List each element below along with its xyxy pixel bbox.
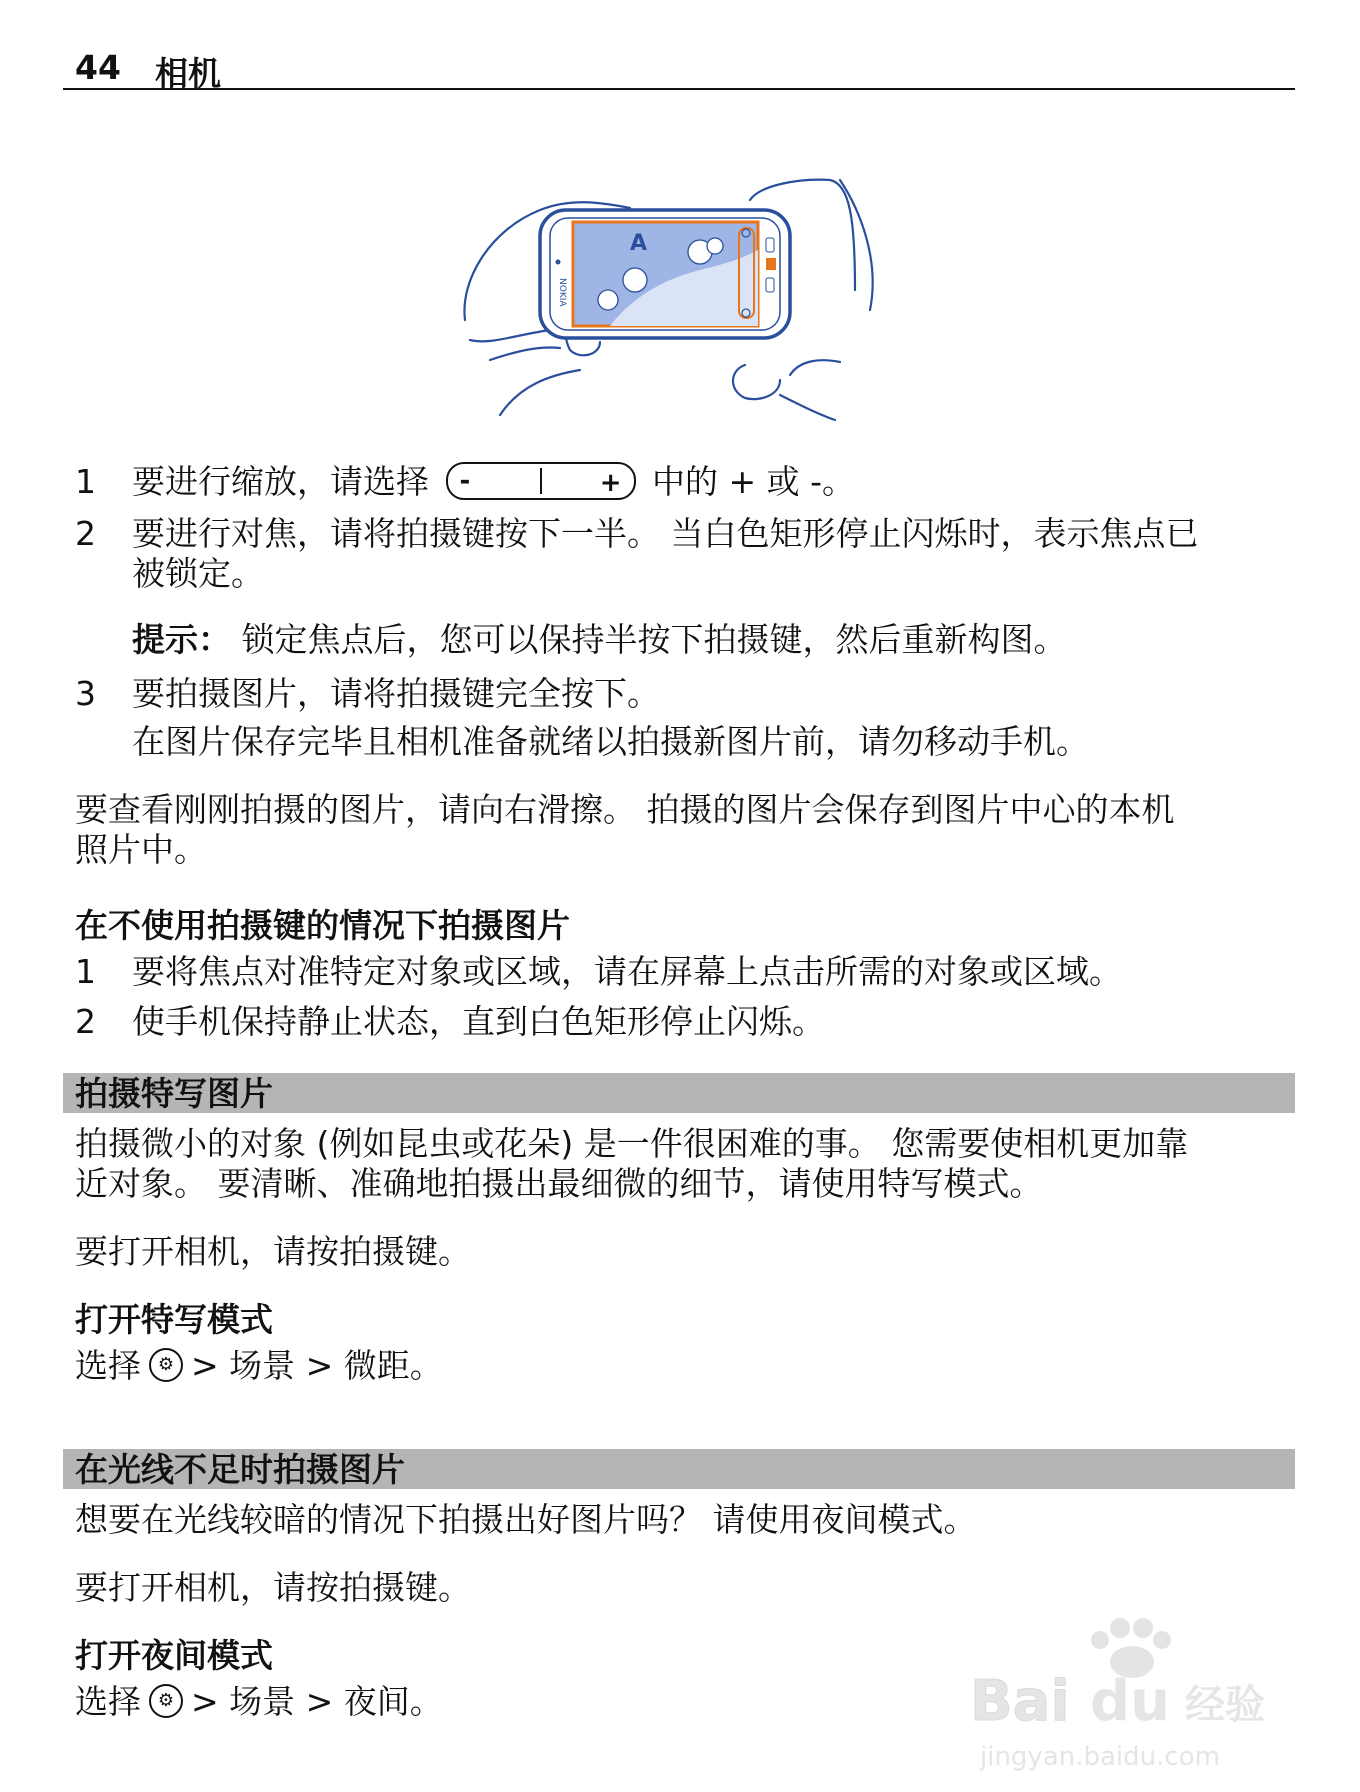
section-bar-lowlight bbox=[63, 1449, 1295, 1489]
zoom-control-icon bbox=[446, 462, 636, 500]
chapter-title: 相机 bbox=[155, 54, 221, 93]
phone-brand-label: NOKIA bbox=[557, 278, 567, 307]
section-bar-macro bbox=[63, 1073, 1295, 1113]
page-number: 44 bbox=[75, 48, 121, 87]
instruction-text: 中的 + 或 -。 bbox=[652, 462, 856, 501]
zoom-minus-icon: - bbox=[459, 465, 471, 496]
section-bar-title: 在光线不足时拍摄图片 bbox=[75, 1450, 405, 1489]
svg-text:Bai: Bai bbox=[970, 1669, 1070, 1734]
svg-text:A: A bbox=[630, 231, 648, 256]
macro-path bbox=[75, 1346, 443, 1386]
zoom-instruction bbox=[132, 462, 855, 503]
tip-label: 提示： bbox=[132, 620, 231, 659]
subheading: 打开夜间模式 bbox=[75, 1636, 273, 1675]
focus-instruction-line1: 要进行对焦，请将拍摄键按下一半。 当白色矩形停止闪烁时，表示焦点已 bbox=[132, 514, 1199, 553]
macro-paragraph-line1: 拍摄微小的对象 (例如昆虫或花朵) 是一件很困难的事。 您需要使相机更加靠 bbox=[75, 1124, 1189, 1163]
list-number: 1 bbox=[75, 462, 96, 501]
tip bbox=[132, 620, 1067, 660]
list-item: 使手机保持静止状态，直到白色矩形停止闪烁。 bbox=[132, 1002, 825, 1041]
open-camera-text: 要打开相机，请按拍摄键。 bbox=[75, 1568, 471, 1607]
section-bar-title: 拍摄特写图片 bbox=[75, 1074, 273, 1113]
list-number: 3 bbox=[75, 674, 96, 713]
list-item: 要将焦点对准特定对象或区域，请在屏幕上点击所需的对象或区域。 bbox=[132, 952, 1122, 991]
macro-paragraph-line2: 近对象。 要清晰、准确地拍摄出最细微的细节，请使用特写模式。 bbox=[75, 1164, 1043, 1203]
open-camera-text: 要打开相机，请按拍摄键。 bbox=[75, 1232, 471, 1271]
night-path bbox=[75, 1682, 443, 1722]
select-text: 选择 bbox=[75, 1346, 141, 1385]
subheading: 打开特写模式 bbox=[75, 1300, 273, 1339]
section-heading: 在不使用拍摄键的情况下拍摄图片 bbox=[75, 906, 570, 945]
svg-text:经验: 经验 bbox=[1185, 1682, 1265, 1728]
menu-path: > 场景 > 夜间。 bbox=[191, 1682, 443, 1721]
page-header bbox=[63, 46, 1295, 93]
list-number: 1 bbox=[75, 952, 96, 991]
tip-text: 锁定焦点后，您可以保持半按下拍摄键，然后重新构图。 bbox=[241, 620, 1067, 659]
lowlight-paragraph: 想要在光线较暗的情况下拍摄出好图片吗？ 请使用夜间模式。 bbox=[75, 1500, 977, 1539]
view-paragraph-line1: 要查看刚刚拍摄的图片，请向右滑擦。 拍摄的图片会保存到图片中心的本机 bbox=[75, 790, 1175, 829]
zoom-plus-icon: + bbox=[599, 467, 622, 498]
list-number: 2 bbox=[75, 514, 96, 553]
phone-in-hands-illustration bbox=[460, 170, 920, 430]
view-paragraph-line2: 照片中。 bbox=[75, 830, 207, 869]
list-number: 2 bbox=[75, 1002, 96, 1041]
svg-text:du: du bbox=[1090, 1669, 1170, 1734]
focus-instruction-line2: 被锁定。 bbox=[132, 554, 264, 593]
menu-path: > 场景 > 微距。 bbox=[191, 1346, 443, 1385]
settings-gear-icon: ⚙ bbox=[149, 1684, 183, 1718]
svg-text:jingyan.baidu.com: jingyan.baidu.com bbox=[980, 1742, 1220, 1772]
shoot-note: 在图片保存完毕且相机准备就绪以拍摄新图片前，请勿移动手机。 bbox=[132, 722, 1089, 761]
instruction-text: 要进行缩放，请选择 bbox=[132, 462, 429, 501]
select-text: 选择 bbox=[75, 1682, 141, 1721]
shoot-instruction: 要拍摄图片，请将拍摄键完全按下。 bbox=[132, 674, 660, 713]
baidu-watermark-logo bbox=[940, 1600, 1340, 1780]
settings-gear-icon: ⚙ bbox=[149, 1348, 183, 1382]
